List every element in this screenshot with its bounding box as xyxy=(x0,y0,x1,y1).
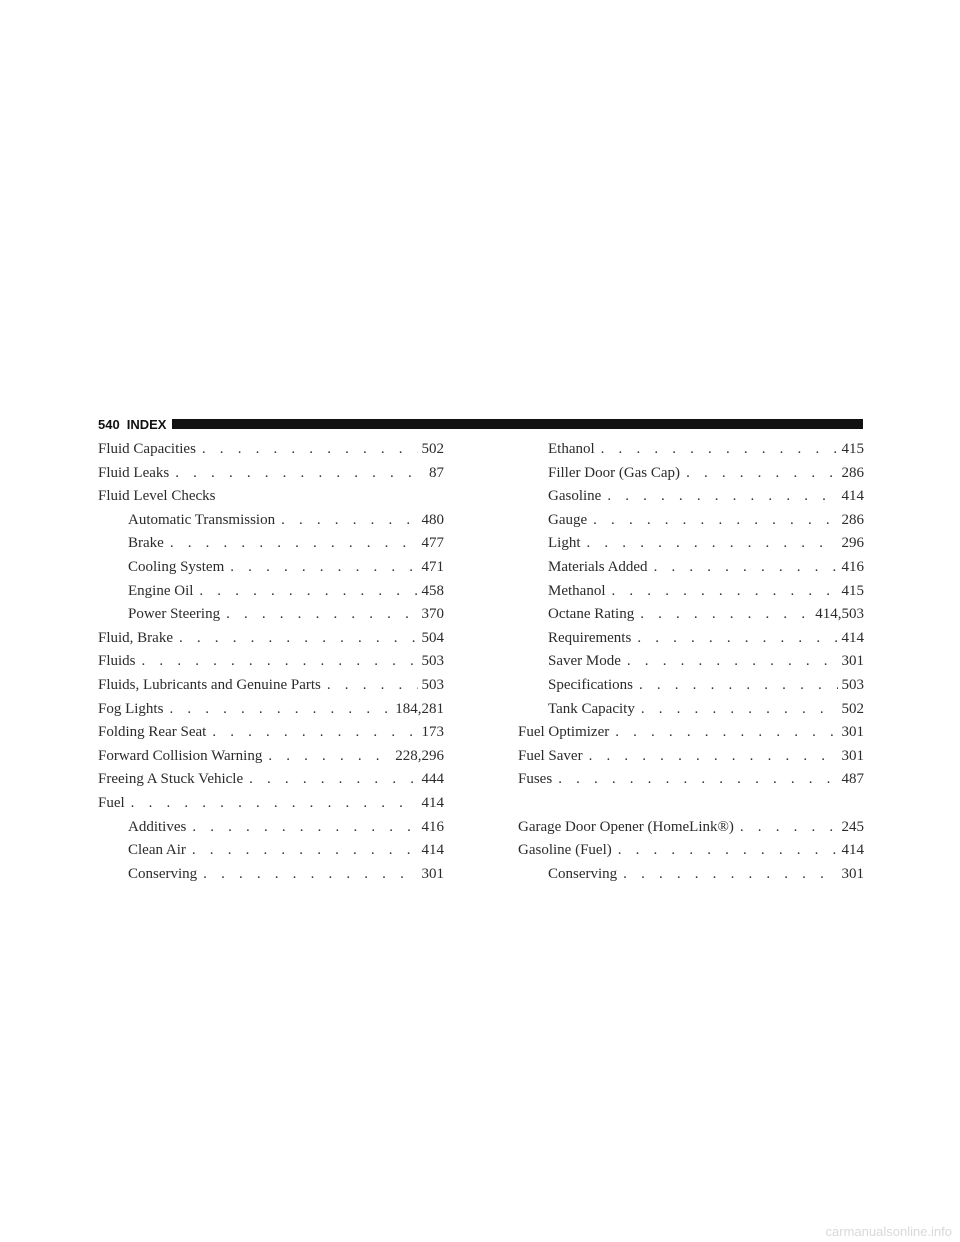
index-entry xyxy=(98,559,444,583)
index-page-ref: 301 xyxy=(841,724,864,741)
index-page-ref: 504 xyxy=(421,629,444,646)
index-entry xyxy=(98,488,444,512)
dot-leader xyxy=(192,842,418,859)
index-page-ref: 370 xyxy=(421,606,444,623)
index-term: Cooling System xyxy=(128,558,225,575)
index-entry xyxy=(98,795,444,819)
index-page-ref: 173 xyxy=(421,724,444,741)
dot-leader xyxy=(558,771,837,788)
index-term: Requirements xyxy=(548,629,632,646)
index-page-ref: 416 xyxy=(421,818,444,835)
dot-leader xyxy=(601,441,838,458)
index-entry xyxy=(98,701,444,725)
index-page-ref: 415 xyxy=(841,582,864,599)
index-page-ref: 471 xyxy=(421,558,444,575)
dot-leader xyxy=(212,724,417,741)
index-page-ref: 245 xyxy=(841,818,864,835)
index-gap xyxy=(518,795,864,819)
index-page-ref: 503 xyxy=(421,653,444,670)
dot-leader xyxy=(618,842,838,859)
index-page-ref: 416 xyxy=(841,558,864,575)
dot-leader xyxy=(639,677,838,694)
index-entry xyxy=(98,441,444,465)
index-entry xyxy=(518,866,864,890)
index-page-ref: 414,503 xyxy=(815,606,864,623)
dot-leader xyxy=(203,866,417,883)
dot-leader xyxy=(169,701,391,718)
index-entry xyxy=(98,819,444,843)
index-entry xyxy=(518,701,864,725)
dot-leader xyxy=(637,630,837,647)
index-page-ref: 301 xyxy=(421,865,444,882)
index-term: Engine Oil xyxy=(128,582,194,599)
index-term: Filler Door (Gas Cap) xyxy=(548,464,681,481)
index-page-ref: 503 xyxy=(841,676,864,693)
section-title: INDEX xyxy=(126,416,167,432)
index-page-ref: 414 xyxy=(421,794,444,811)
dot-leader xyxy=(268,748,391,765)
index-term: Conserving xyxy=(548,865,618,882)
index-term: Specifications xyxy=(548,676,633,693)
index-term: Fluid Capacities xyxy=(98,441,196,457)
index-page-ref: 444 xyxy=(421,771,444,788)
index-entry xyxy=(518,677,864,701)
index-entry xyxy=(98,866,444,890)
index-column-right xyxy=(518,441,864,889)
index-term: Automatic Transmission xyxy=(128,511,276,528)
page-number: 540 xyxy=(98,416,120,432)
index-entry xyxy=(98,771,444,795)
dot-leader xyxy=(740,819,838,836)
dot-leader xyxy=(654,559,838,576)
index-entry xyxy=(518,606,864,630)
index-term: Fluids xyxy=(98,653,136,670)
dot-leader xyxy=(249,771,417,788)
index-entry xyxy=(518,842,864,866)
index-term: Fuel Saver xyxy=(518,747,583,764)
dot-leader xyxy=(593,512,837,529)
dot-leader xyxy=(131,795,418,812)
index-entry xyxy=(518,488,864,512)
index-page-ref: 414 xyxy=(841,488,864,505)
index-entry xyxy=(98,653,444,677)
index-page-ref: 301 xyxy=(841,653,864,670)
index-term: Additives xyxy=(128,818,187,835)
index-term: Garage Door Opener (HomeLink®) xyxy=(518,818,734,835)
index-entry xyxy=(98,748,444,772)
index-page-ref: 458 xyxy=(421,582,444,599)
index-term: Octane Rating xyxy=(548,606,635,623)
index-entry xyxy=(518,559,864,583)
index-entry xyxy=(98,535,444,559)
index-entry xyxy=(98,677,444,701)
index-entry xyxy=(518,771,864,795)
index-entry xyxy=(518,724,864,748)
index-page-ref: 286 xyxy=(841,511,864,528)
index-page-ref: 228,296 xyxy=(395,747,444,764)
index-entry xyxy=(518,535,864,559)
index-page-ref: 415 xyxy=(841,441,864,457)
index-page-ref: 480 xyxy=(421,511,444,528)
index-term: Fuses xyxy=(518,771,553,788)
dot-leader xyxy=(202,441,418,458)
index-term: Fuel Optimizer xyxy=(518,724,610,741)
dot-leader xyxy=(226,606,417,623)
dot-leader xyxy=(179,630,418,647)
index-entry xyxy=(98,583,444,607)
index-term: Methanol xyxy=(548,582,606,599)
index-page-ref: 477 xyxy=(421,535,444,552)
index-term: Gasoline (Fuel) xyxy=(518,842,612,859)
index-column-left xyxy=(98,441,444,889)
index-entry xyxy=(518,630,864,654)
dot-leader xyxy=(142,653,418,670)
index-page-ref: 87 xyxy=(429,464,444,481)
index-page-ref: 503 xyxy=(421,676,444,693)
index-page-ref: 296 xyxy=(841,535,864,552)
index-entry xyxy=(518,748,864,772)
index-term: Brake xyxy=(128,535,164,552)
index-entry xyxy=(98,630,444,654)
index-term: Fluid, Brake xyxy=(98,629,173,646)
index-term: Fluids, Lubricants and Genuine Parts xyxy=(98,676,321,693)
dot-leader xyxy=(641,701,838,718)
dot-leader xyxy=(192,819,417,836)
index-entry xyxy=(518,819,864,843)
index-term: Tank Capacity xyxy=(548,700,635,717)
index-term: Materials Added xyxy=(548,558,648,575)
dot-leader xyxy=(623,866,837,883)
index-term: Fog Lights xyxy=(98,700,164,717)
dot-leader xyxy=(199,583,417,600)
index-term: Ethanol xyxy=(548,441,595,457)
dot-leader xyxy=(686,465,837,482)
index-entry xyxy=(518,512,864,536)
index-page-ref: 502 xyxy=(421,441,444,457)
dot-leader xyxy=(615,724,837,741)
index-page-ref: 414 xyxy=(841,629,864,646)
index-entry xyxy=(98,724,444,748)
index-page-ref: 184,281 xyxy=(395,700,444,717)
index-term: Gasoline xyxy=(548,488,602,505)
index-term: Freeing A Stuck Vehicle xyxy=(98,771,244,788)
index-page-ref: 301 xyxy=(841,865,864,882)
index-term: Light xyxy=(548,535,581,552)
index-entry xyxy=(98,512,444,536)
dot-leader xyxy=(230,559,417,576)
dot-leader xyxy=(612,583,838,600)
index-entry xyxy=(98,606,444,630)
index-page-ref: 301 xyxy=(841,747,864,764)
dot-leader xyxy=(281,512,417,529)
index-term: Clean Air xyxy=(128,842,186,859)
index-entry xyxy=(518,441,864,465)
dot-leader xyxy=(170,535,418,552)
index-page-ref: 414 xyxy=(421,842,444,859)
index-entry xyxy=(518,465,864,489)
index-entry xyxy=(98,842,444,866)
index-page-ref: 502 xyxy=(841,700,864,717)
index-term: Conserving xyxy=(128,865,198,882)
dot-leader xyxy=(627,653,838,670)
dot-leader xyxy=(589,748,838,765)
dot-leader xyxy=(640,606,811,623)
dot-leader xyxy=(327,677,418,694)
index-term: Saver Mode xyxy=(548,653,621,670)
index-entry xyxy=(518,653,864,677)
index-term: Fluid Level Checks xyxy=(98,488,216,505)
dot-leader xyxy=(175,465,425,482)
index-entry xyxy=(98,465,444,489)
index-term: Gauge xyxy=(548,511,588,528)
index-term: Folding Rear Seat xyxy=(98,724,207,741)
index-term: Fluid Leaks xyxy=(98,464,170,481)
index-entry xyxy=(518,583,864,607)
index-term: Fuel xyxy=(98,794,125,811)
dot-leader xyxy=(587,535,838,552)
dot-leader xyxy=(607,488,837,505)
index-page-ref: 487 xyxy=(841,771,864,788)
index-page-ref: 286 xyxy=(841,464,864,481)
page-header xyxy=(98,414,863,434)
index-page-ref: 414 xyxy=(841,842,864,859)
watermark: carmanualsonline.info xyxy=(825,1224,952,1239)
index-term: Power Steering xyxy=(128,606,221,623)
header-rule xyxy=(172,419,863,429)
index-term: Forward Collision Warning xyxy=(98,747,263,764)
